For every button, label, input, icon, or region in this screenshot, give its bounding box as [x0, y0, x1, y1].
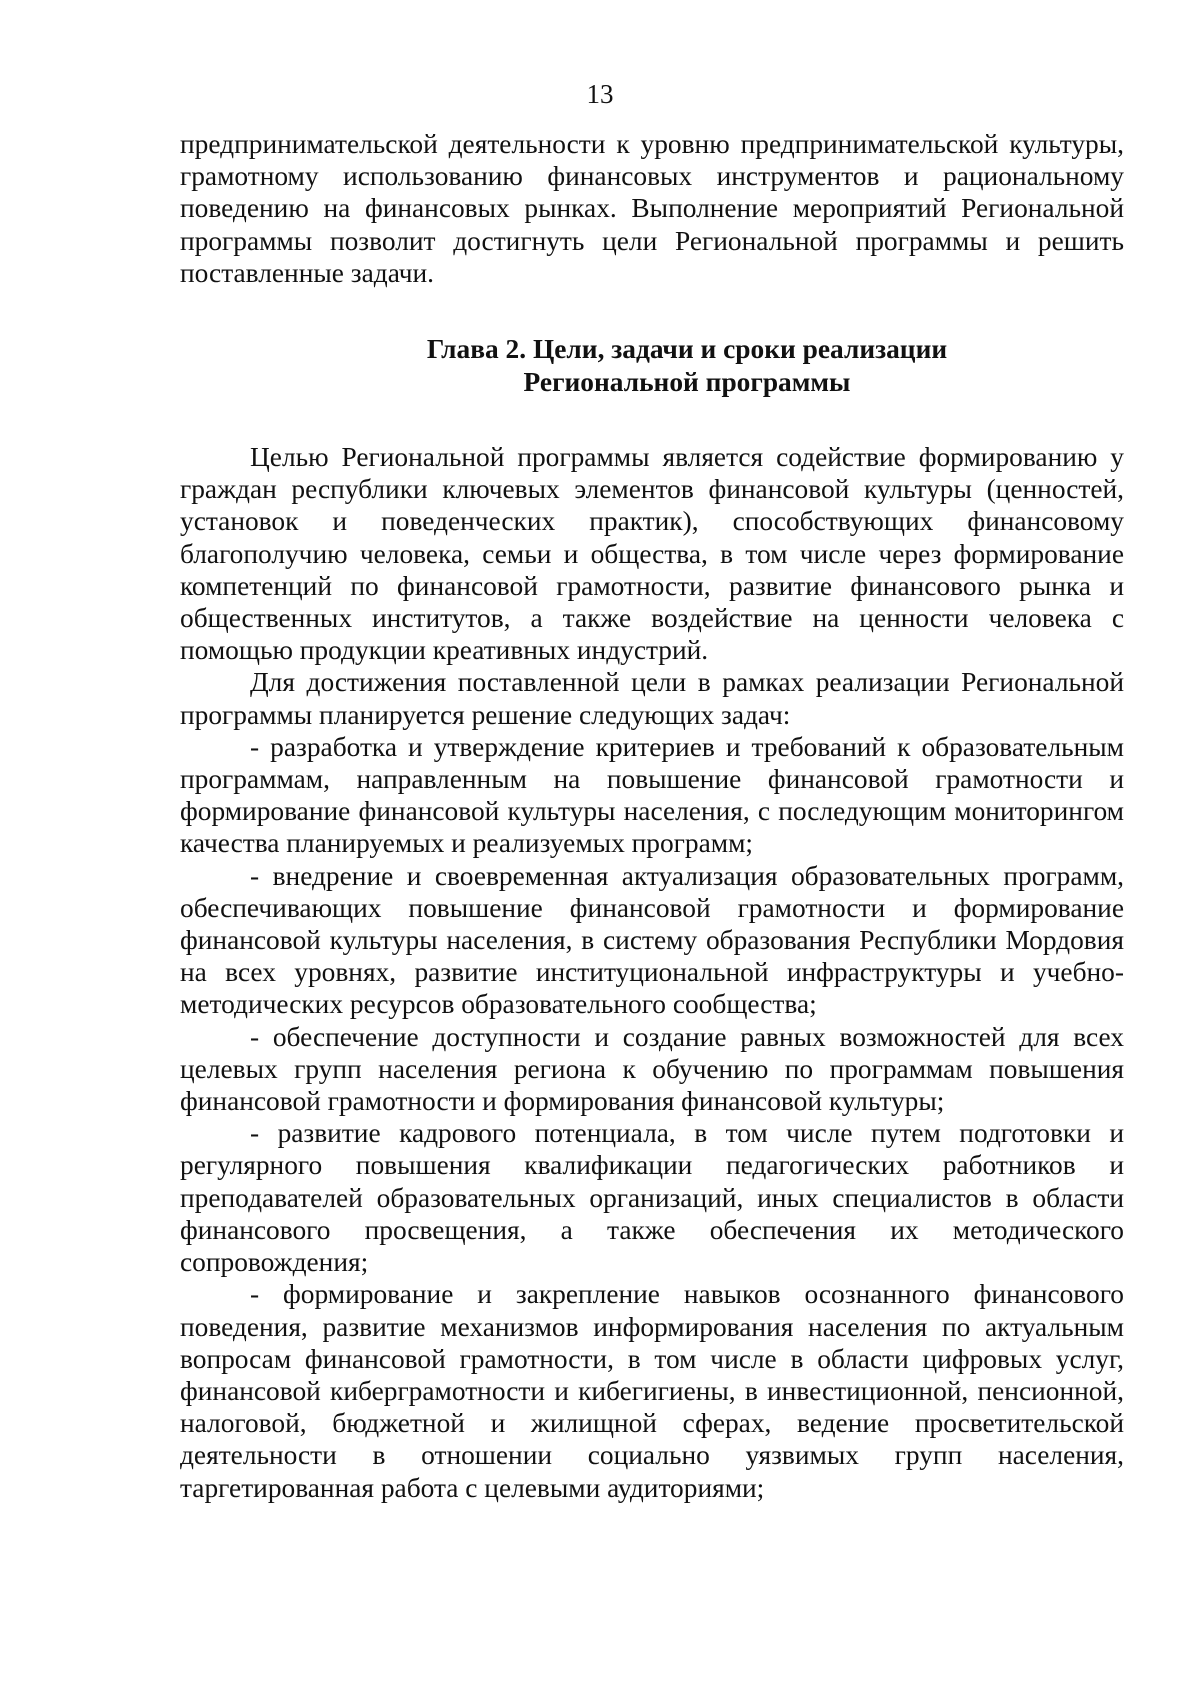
document-body [180, 128, 1124, 1504]
task-item-3: - обеспечение доступности и создание равных возможностей для всех целевых групп населения региона к обучению по программам повышения финансовой грамотности и формирования финансовой культуры; [180, 1021, 1124, 1117]
task-item-1: - разработка и утверждение критериев и требований к образовательным программам, направленным на повышение финансовой грамотности и формирование финансовой культуры населения, с последующим мониторингом качества планируемых и реализуемых программ; [180, 731, 1124, 859]
page-number: 13 [586, 79, 614, 109]
tasks-intro-paragraph: Для достижения поставленной цели в рамках реализации Региональной программы планируется решение следующих задач: [180, 667, 1124, 730]
goal-paragraph: Целью Региональной программы является содействие формированию у граждан республики ключевых элементов финансовой культуры (ценностей, установок и поведенческих практик), способствующих финансовому благополучию человека, семьи и общества, в том числе через формирование компетенций по финансовой грамотности, развитие финансового рынка и общественных институтов, а также воздействие на ценности человека с помощью продукции креативных индустрий. [180, 442, 1124, 666]
chapter-heading-line-2: Региональной программы [523, 367, 851, 398]
task-item-5: - формирование и закрепление навыков осознанного финансового поведения, развитие механизмов информирования населения по актуальным вопросам финансовой грамотности, в том числе в области цифровых услуг, финансовой киберграмотности и кибегигиены, в инвестиционной, пенсионной, налоговой, бюджетной и жилищной сферах, ведение просветительской деятельности в отношении социально уязвимых групп населения, таргетированная работа с целевыми аудиториями; [180, 1279, 1124, 1503]
intro-paragraph: предпринимательской деятельности к уровню предпринимательской культуры, грамотному использованию финансовых инструментов и рациональному поведению на финансовых рынках. Выполнение мероприятий Региональной программы позволит достигнуть цели Региональной программы и решить поставленные задачи. [180, 129, 1124, 288]
chapter-heading [180, 333, 1124, 399]
chapter-heading-line-1: Глава 2. Цели, задачи и сроки реализации [426, 334, 948, 365]
task-item-2: - внедрение и своевременная актуализация образовательных программ, обеспечивающих повышение финансовой грамотности и формирование финансовой культуры населения, в систему образования Республики Мордовия на всех уровнях, развитие институциональной инфраструктуры и учебно-методических ресурсов образовательного сообщества; [180, 860, 1124, 1020]
task-item-4: - развитие кадрового потенциала, в том числе путем подготовки и регулярного повышения квалификации педагогических работников и преподавателей образовательных организаций, иных специалистов в области финансового просвещения, а также обеспечения их методического сопровождения; [180, 1118, 1124, 1278]
